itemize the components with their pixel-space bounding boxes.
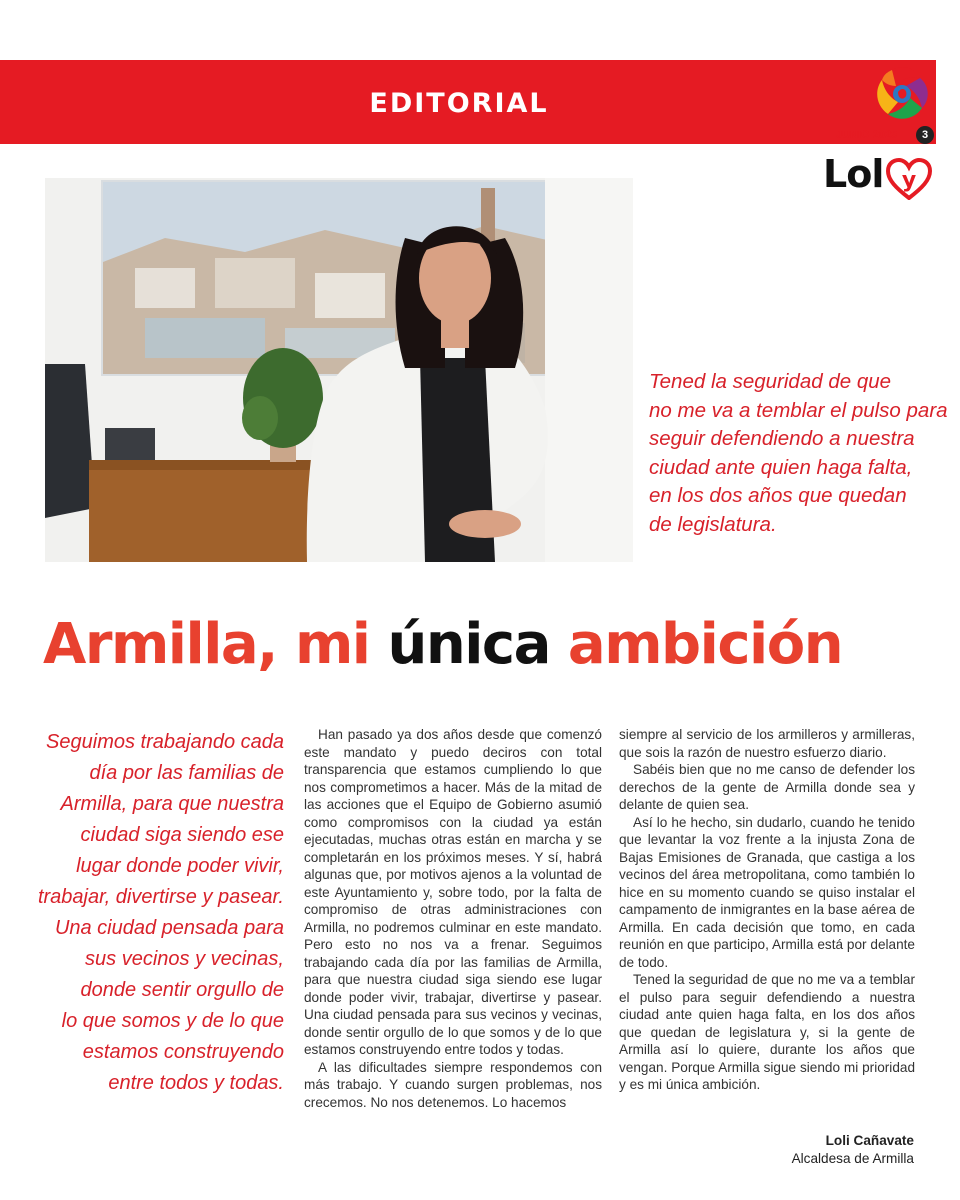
- photo-illustration: [45, 178, 633, 562]
- signature-name: Loli Cañavate: [825, 1133, 914, 1148]
- side-quote-line: Seguimos trabajando cada: [46, 731, 284, 753]
- page-number: 3: [916, 126, 934, 144]
- headline: [43, 600, 943, 690]
- side-quote-line: lo que somos y de lo que: [61, 1010, 284, 1032]
- body-paragraph: Han pasado ya dos años desde que comenzó este mandato y puedo deciros con total transparencia que estamos cumpliendo lo que nos comprometimos a hacer. Más de la mitad de las acciones que el Equipo de Gobierno asumió como compromisos con la ciudad ya están ejecutadas, muchas otras están en marcha y se completarán en los próximos meses. Y sí, habrá algunas que, por motivos ajenos a la voluntad de este Ayuntamiento y, sobre todo, por la falta de compromiso de otras administraciones con Armilla, no podremos culminar en este mandato. Pero esto no nos va a frenar. Seguimos trabajando cada día por las familias de Armilla, para que nuestra ciudad siga siendo ese lugar donde poder vivir, trabajar, divertirse y pasear. Una ciudad pensada para sus vecinos y vecinas, donde sentir orgullo de lo que somos y de lo que estamos construyendo entre todos y todas.: [304, 727, 602, 1057]
- body-paragraph: A las dificultades siempre respondemos con más trabajo. Y cuando surgen problemas, nos crecemos. No nos detenemos. Lo hacemos: [304, 1059, 602, 1110]
- headline-part-3: ambición: [549, 612, 843, 677]
- pull-quote-line: no me va a temblar el pulso para: [649, 398, 948, 422]
- body-column-2: [619, 726, 915, 1094]
- side-quote-line: sus vecinos y vecinas,: [85, 948, 284, 970]
- section-title: EDITORIAL: [369, 88, 549, 119]
- pull-quote-line: ciudad ante quien haga falta,: [649, 455, 913, 479]
- body-paragraph: Así lo he hecho, sin dudarlo, cuando he tenido que levantar la voz frente a la injusta Zona de Bajas Emisiones de Granada, que castiga a los vecinos del área metropolitana, como también lo hice en su momento cuando se quiso instalar el campamento de inmigrantes en la base aérea de Armilla. En cada decisión que tomo, en cada reunión en que participo, Armilla está por delante de todo.: [619, 814, 915, 970]
- side-quote-line: estamos construyendo: [82, 1041, 284, 1063]
- side-quote-line: Armilla, para que nuestra: [60, 793, 284, 815]
- body-paragraph: siempre al servicio de los armilleros y armilleras, que sois la razón de nuestro esfuerzo diario.: [619, 727, 915, 760]
- brand-wordmark: Lol: [823, 152, 884, 196]
- heart-logo-icon: [886, 158, 932, 200]
- side-quote-line: trabajar, divertirse y pasear.: [37, 886, 284, 908]
- pull-quote-line: seguir defendiendo a nuestra: [649, 427, 915, 450]
- headline-part-1: Armilla, mi: [43, 612, 388, 677]
- side-quote-line: ciudad siga siendo ese: [80, 824, 284, 846]
- side-quote-line: lugar donde poder vivir,: [76, 855, 284, 877]
- body-column-1: [304, 726, 602, 1111]
- body-paragraph: Sabéis bien que no me canso de defender los derechos de la gente de Armilla donde sea y delante de quien sea.: [619, 762, 915, 812]
- brand-mark-letter: y: [901, 168, 917, 193]
- side-quote-line: Una ciudad pensada para: [54, 917, 284, 939]
- side-quote-line: día por las familias de: [89, 762, 284, 784]
- issue-date: JUNIO 2025: [836, 129, 898, 141]
- pull-quote-line: Tened la seguridad de que: [649, 370, 892, 393]
- colorful-logo-icon: [872, 64, 932, 124]
- side-quote-line: entre todos y todas.: [108, 1072, 284, 1094]
- portrait-photo: [45, 178, 633, 562]
- signature: [700, 1132, 914, 1168]
- side-quote: [30, 727, 284, 1099]
- body-paragraph: Tened la seguridad de que no me va a temblar el pulso para seguir defendiendo a nuestra ciudad ante quien haga falta, en los dos años que quedan de legislatura y, si la gente de Armilla así lo quiere, durante los años que vengan. Porque Armilla sigue siendo mi prioridad y es mi única ambición.: [619, 972, 915, 1092]
- pull-quote-line: en los dos años que quedan: [649, 484, 907, 507]
- pull-quote-line: de legislatura.: [649, 512, 777, 536]
- signature-title: Alcaldesa de Armilla: [791, 1151, 914, 1166]
- headline-part-2: única: [387, 612, 550, 677]
- pull-quote: [649, 368, 949, 539]
- side-quote-line: donde sentir orgullo de: [80, 979, 284, 1001]
